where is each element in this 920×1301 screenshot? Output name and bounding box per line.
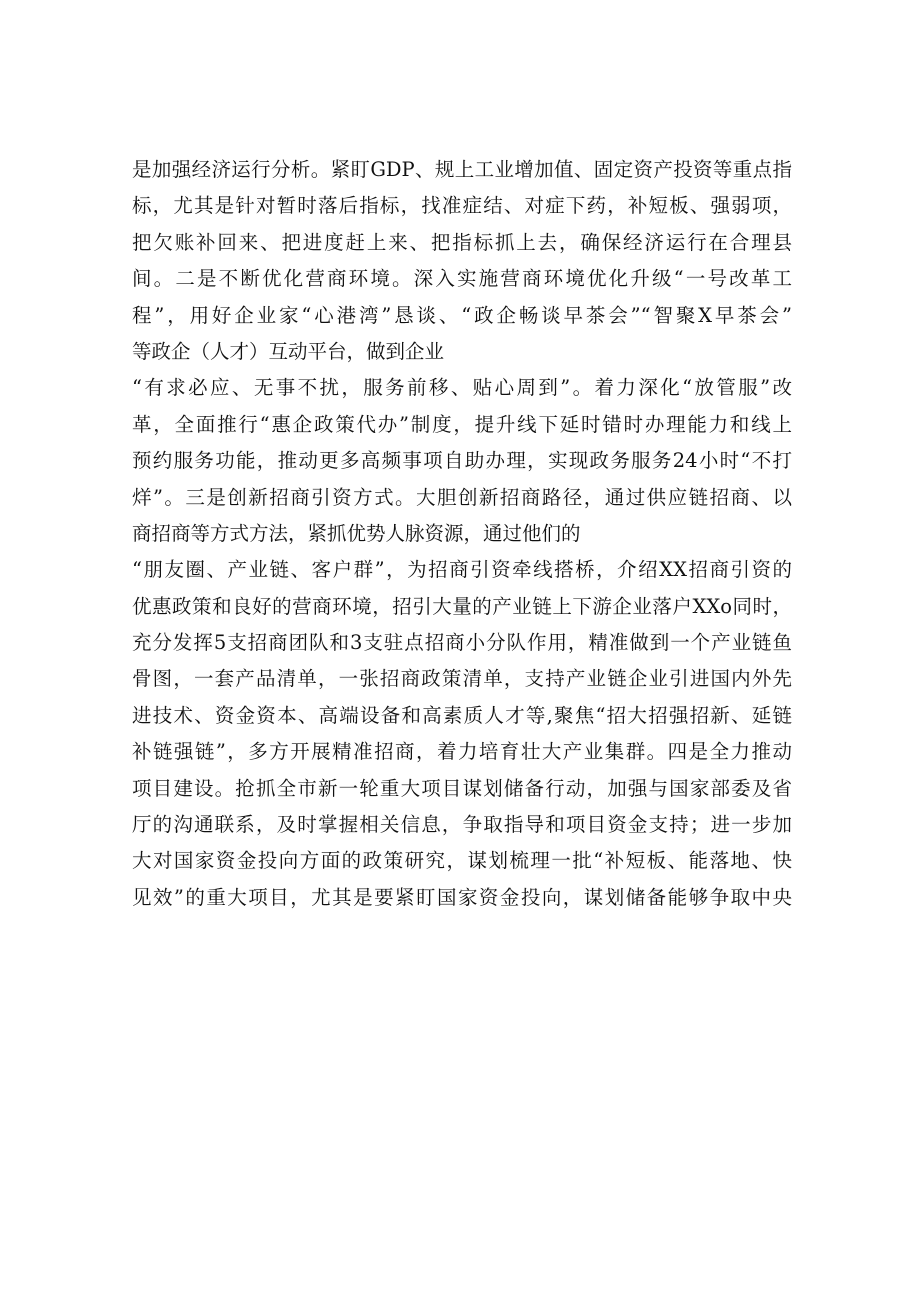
text-line: 间。二是不断优化营商环境。深入实施营商环境优化升级“一号改革工 [132, 267, 792, 291]
text-line: 把欠账补回来、把进度赶上来、把指标抓上去，确保经济运行在合理县 [132, 230, 792, 254]
text-line: 厅的沟通联系，及时掌握相关信息，争取指导和项目资金支持；进一步加 [132, 813, 792, 837]
text-line: 骨图，一套产品清单，一张招商政策清单，支持产业链企业引进国内外先 [132, 667, 792, 691]
text-line: 革，全面推行“惠企政策代办”制度，提升线下延时错时办理能力和线上 [132, 412, 792, 436]
text-line: 等政企（人才）互动平台，做到企业 [132, 339, 445, 363]
text-line: 商招商等方式方法，紧抓优势人脉资源，通过他们的 [132, 521, 581, 545]
text-line: 烊”。三是创新招商引资方式。大胆创新招商路径，通过供应链招商、以 [132, 485, 792, 509]
text-line: 预约服务功能，推动更多高频事项自助办理，实现政务服务24小时“不打 [132, 449, 792, 473]
text-line: 程”，用好企业家“心港湾”恳谈、“政企畅谈早茶会”“智聚X早茶会” [132, 303, 792, 327]
text-line: “朋友圈、产业链、客户群”，为招商引资牵线搭桥，介绍XX招商引资的 [132, 558, 792, 582]
text-line: 是加强经济运行分析。紧盯GDP、规上工业增加值、固定资产投资等重点指 [132, 158, 792, 181]
text-line: 优惠政策和良好的营商环境，招引大量的产业链上下游企业落户XXo同时， [132, 594, 792, 618]
text-line: 项目建设。抢抓全市新一轮重大项目谋划储备行动，加强与国家部委及省 [132, 776, 792, 800]
body-paragraph [132, 152, 792, 916]
text-line: 进技术、资金资本、高端设备和高素质人才等,聚焦“招大招强招新、延链 [132, 703, 792, 727]
text-line: “有求必应、无事不扰，服务前移、贴心周到”。着力深化“放管服”改 [132, 376, 792, 400]
text-line: 见效”的重大项目，尤其是要紧盯国家资金投向，谋划储备能够争取中央 [132, 885, 792, 909]
text-line: 大对国家资金投向方面的政策研究，谋划梳理一批“补短板、能落地、快 [132, 849, 792, 873]
text-line: 充分发挥5支招商团队和3支驻点招商小分队作用，精准做到一个产业链鱼 [132, 631, 792, 655]
text-line: 补链强链”，多方开展精准招商，着力培育壮大产业集群。四是全力推动 [132, 740, 792, 764]
text-line: 标，尤其是针对暂时落后指标，找准症结、对症下药，补短板、强弱项， [132, 194, 792, 218]
